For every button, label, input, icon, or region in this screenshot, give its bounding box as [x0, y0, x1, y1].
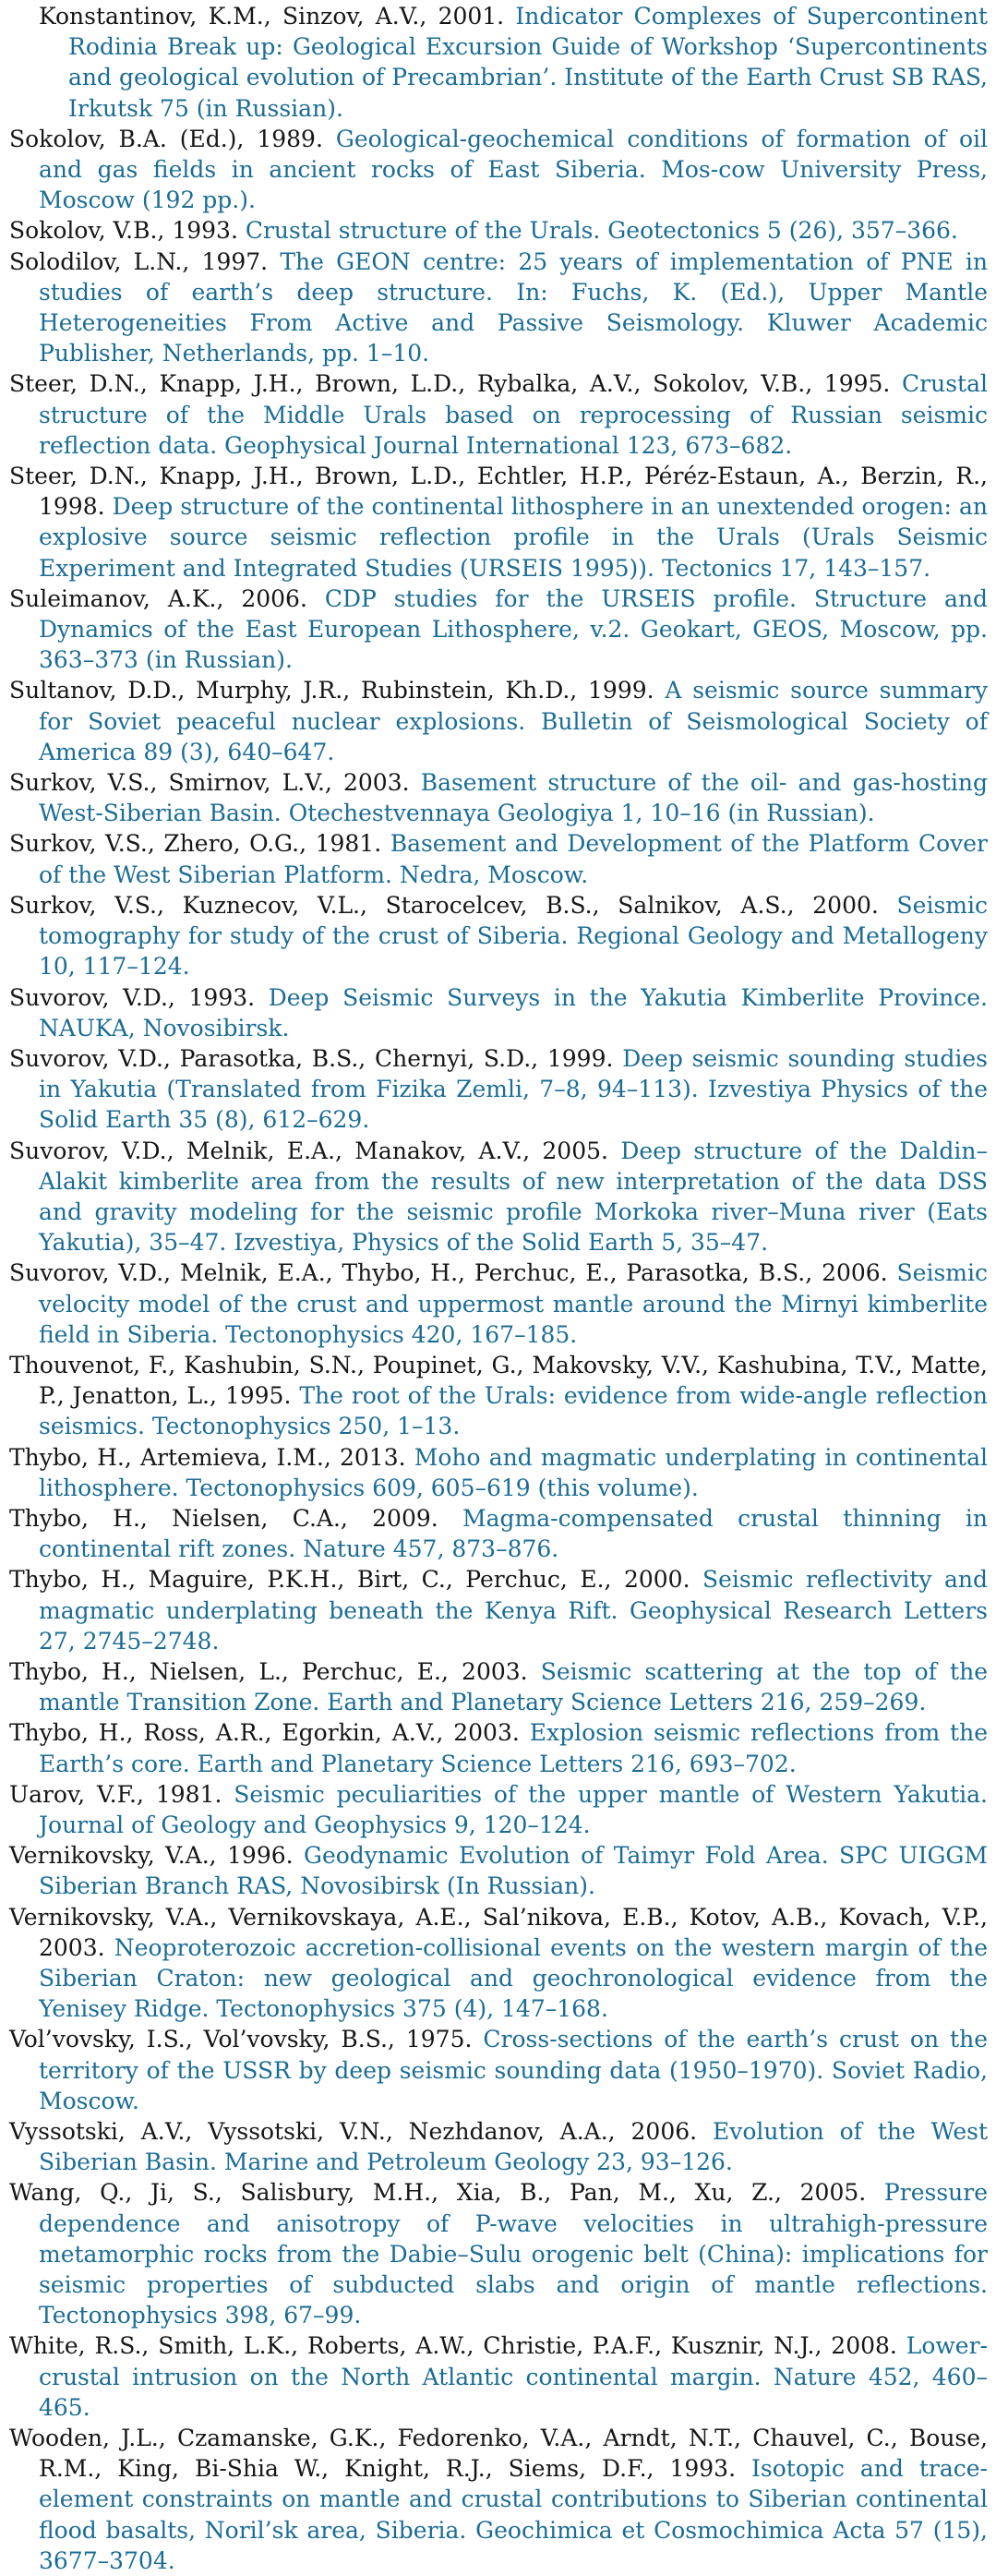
reference-title-link[interactable]: Explosion seismic reflections from the Earth’s core. Earth and Planetary Science Letters 216, 693–702.	[39, 1719, 988, 1777]
reference-authors: Surkov, V.S., Kuznecov, V.L., Starocelcev, B.S., Salnikov, A.S., 2000.	[9, 891, 879, 919]
reference-title-link[interactable]: Isotopic and trace-element constraints on mantle and crustal contributions to Siberian continental flood basalts, Noril’sk area, Siberia. Geochimica et Cosmochimica Acta 57 (15), 3677–3704.	[39, 2455, 988, 2574]
reference-entry	[9, 1564, 988, 1656]
reference-entry	[9, 368, 988, 461]
reference-title-link[interactable]: Deep structure of the continental lithosphere in an unextended orogen: an explosive source seismic reflection profile in the Urals (Urals Seismic Experiment and Integrated Studies (URSEIS 1995)). Tectonics 17, 143–157.	[39, 493, 988, 582]
reference-entry	[9, 2116, 988, 2177]
reference-title-link[interactable]: Evolution of the West Siberian Basin. Marine and Petroleum Geology 23, 93–126.	[39, 2118, 988, 2176]
reference-authors: Suvorov, V.D., Parasotka, B.S., Chernyi, S.D., 1999.	[9, 1044, 614, 1072]
reference-authors: Vol’vovsky, I.S., Vol’vovsky, B.S., 1975.	[9, 2026, 473, 2053]
reference-authors: Uarov, V.F., 1981.	[9, 1780, 222, 1808]
reference-title-link[interactable]: The root of the Urals: evidence from wide-angle reflection seismics. Tectonophysics 250, 1–13.	[39, 1382, 988, 1440]
reference-authors: Steer, D.N., Knapp, J.H., Brown, L.D., Echtler, H.P., Péréz-Estaun, A., Berzin, R., 1998.	[9, 463, 988, 521]
reference-authors: Vernikovsky, V.A., Vernikovskaya, A.E., Sal’nikova, E.B., Kotov, A.B., Kovach, V.P., 2003.	[9, 1903, 988, 1961]
reference-entry	[9, 247, 988, 369]
reference-entry	[9, 890, 988, 982]
reference-authors: Thybo, H., Maguire, P.K.H., Birt, C., Perchuc, E., 2000.	[9, 1566, 690, 1594]
reference-entry	[9, 1043, 988, 1136]
reference-authors: Suleimanov, A.K., 2006.	[9, 584, 307, 612]
reference-entry	[9, 124, 988, 216]
reference-title-link[interactable]: Deep seismic sounding studies in Yakutia (Translated from Fizika Zemli, 7–8, 94–113). Izvestiya Physics of the Solid Earth 35 (8), 612–629.	[39, 1044, 989, 1134]
reference-authors: Suvorov, V.D., Melnik, E.A., Thybo, H., Perchuc, E., Parasotka, B.S., 2006.	[9, 1259, 888, 1287]
reference-title-link[interactable]: Seismic scattering at the top of the mantle Transition Zone. Earth and Planetary Science Letters 216, 259–269.	[39, 1657, 989, 1716]
reference-entry	[9, 584, 988, 676]
reference-authors: Solodilov, L.N., 1997.	[9, 247, 269, 275]
reference-title-link[interactable]: Pressure dependence and anisotropy of P-wave velocities in ultrahigh-pressure metamorphic rocks from the Dabie–Sulu orogenic belt (China): implications for seismic properties of subducted slabs and origin of mantle reflections. Tectonophysics 398, 67–99.	[39, 2179, 988, 2329]
reference-title-link[interactable]: Moho and magmatic underplating in continental lithosphere. Tectonophysics 609, 605–619 (this volume).	[39, 1443, 988, 1501]
reference-authors: Thybo, H., Ross, A.R., Egorkin, A.V., 2003.	[9, 1719, 520, 1747]
reference-authors: Wang, Q., Ji, S., Salisbury, M.H., Xia, B., Pan, M., Xu, Z., 2005.	[9, 2179, 867, 2207]
reference-title-link[interactable]: Deep Seismic Surveys in the Yakutia Kimberlite Province. NAUKA, Novosibirsk.	[39, 983, 989, 1041]
reference-title-link[interactable]: Neoproterozoic accretion-collisional events on the western margin of the Siberian Craton: new geological and geochronological evidence from the Yenisey Ridge. Tectonophysics 375 (4), 147–168.	[39, 1933, 988, 2023]
reference-authors: Wooden, J.L., Czamanske, G.K., Fedorenko, V.A., Arndt, N.T., Chauvel, C., Bouse, R.M., King, Bi-Shia W., Knight, R.J., Siems, D.F., 1993.	[9, 2425, 988, 2483]
reference-authors: White, R.S., Smith, L.K., Roberts, A.W., Christie, P.A.F., Kusznir, N.J., 2008.	[9, 2332, 897, 2360]
reference-title-link[interactable]: Seismic velocity model of the crust and uppermost mantle around the Mirnyi kimberlite field in Siberia. Tectonophysics 420, 167–185.	[39, 1259, 988, 1348]
reference-authors: Thybo, H., Artemieva, I.M., 2013.	[9, 1443, 406, 1471]
reference-entry	[9, 1656, 988, 1717]
reference-entry	[9, 2177, 988, 2330]
reference-title-link[interactable]: Crustal structure of the Urals. Geotectonics 5 (26), 357–366.	[245, 217, 958, 245]
reference-authors: Surkov, V.S., Smirnov, L.V., 2003.	[9, 769, 410, 797]
reference-entry	[9, 461, 988, 584]
reference-authors: Thybo, H., Nielsen, L., Perchuc, E., 2003.	[9, 1657, 528, 1685]
reference-entry	[9, 2024, 988, 2116]
reference-title-link[interactable]: Lower-crustal intrusion on the North Atlantic continental margin. Nature 452, 460–465.	[39, 2332, 988, 2421]
reference-title-link[interactable]: The GEON centre: 25 years of implementation of PNE in studies of earth’s deep structure. In: Fuchs, K. (Ed.), Upper Mantle Heterogeneities From Active and Passive Seismology. Kluwer Academic Publisher, Netherlands, pp. 1–10.	[39, 247, 988, 367]
reference-title-link[interactable]: Crustal structure of the Middle Urals based on reprocessing of Russian seismic reflection data. Geophysical Journal International 123, 673–682.	[39, 370, 988, 459]
reference-entry	[9, 982, 988, 1043]
reference-entry	[9, 2330, 988, 2423]
reference-title-link[interactable]: Cross-sections of the earth’s crust on the territory of the USSR by deep seismic sounding data (1950–1970). Soviet Radio, Moscow.	[39, 2026, 988, 2114]
reference-authors: Vernikovsky, V.A., 1996.	[9, 1842, 294, 1870]
reference-authors: Sokolov, B.A. (Ed.), 1989.	[9, 125, 323, 152]
reference-title-link[interactable]: Magma-compensated crustal thinning in continental rift zones. Nature 457, 873–876.	[39, 1504, 989, 1563]
reference-title-link[interactable]: A seismic source summary for Soviet peaceful nuclear explosions. Bulletin of Seismological Society of America 89 (3), 640–647.	[39, 677, 988, 765]
reference-authors: Thybo, H., Nielsen, C.A., 2009.	[9, 1504, 438, 1532]
reference-entry	[39, 1, 988, 124]
reference-entry	[9, 675, 988, 767]
reference-entry	[9, 1258, 988, 1350]
reference-title-link[interactable]: Seismic peculiarities of the upper mantle of Western Yakutia. Journal of Geology and Geophysics 9, 120–124.	[39, 1780, 988, 1838]
reference-entry	[9, 1779, 988, 1840]
reference-entry	[9, 1840, 988, 1901]
reference-authors: Konstantinov, K.M., Sinzov, A.V., 2001.	[39, 3, 505, 30]
reference-entry	[9, 1350, 988, 1442]
reference-entry	[9, 1717, 988, 1778]
reference-title-link[interactable]: Geodynamic Evolution of Taimyr Fold Area. SPC UIGGM Siberian Branch RAS, Novosibirsk (In Russian).	[39, 1842, 988, 1900]
reference-authors: Sultanov, D.D., Murphy, J.R., Rubinstein, Kh.D., 1999.	[9, 677, 654, 704]
reference-entry	[9, 828, 988, 889]
reference-entry	[9, 1503, 988, 1564]
reference-entry	[9, 1442, 988, 1503]
reference-entry	[9, 215, 988, 246]
reference-title-link[interactable]: Basement structure of the oil- and gas-hosting West-Siberian Basin. Otechestvennaya Geologiya 1, 10–16 (in Russian).	[39, 769, 988, 827]
reference-title-link[interactable]: Seismic reflectivity and magmatic underplating beneath the Kenya Rift. Geophysical Research Letters 27, 2745–2748.	[39, 1566, 988, 1655]
reference-authors: Thouvenot, F., Kashubin, S.N., Poupinet, G., Makovsky, V.V., Kashubina, T.V., Matte, P., Jenatton, L., 1995.	[9, 1351, 988, 1410]
reference-entry	[9, 1902, 988, 2025]
reference-authors: Surkov, V.S., Zhero, O.G., 1981.	[9, 830, 382, 858]
reference-authors: Suvorov, V.D., Melnik, E.A., Manakov, A.V., 2005.	[9, 1137, 608, 1164]
reference-title-link[interactable]: Deep structure of the Daldin–Alakit kimberlite area from the results of new interpretation of the data DSS and gravity modeling for the seismic profile Morkoka river–Muna river (Eats Yakutia), 35–47. Izvestiya, Physics of the Solid Earth 5, 35–47.	[39, 1137, 988, 1257]
reference-title-link[interactable]: CDP studies for the URSEIS profile. Structure and Dynamics of the East European Lithosphere, v.2. Geokart, GEOS, Moscow, pp. 363–373 (in Russian).	[39, 584, 988, 674]
reference-title-link[interactable]: Seismic tomography for study of the crust of Siberia. Regional Geology and Metallogeny 10, 117–124.	[39, 891, 988, 981]
reference-title-link[interactable]: Geological-geochemical conditions of formation of oil and gas fields in ancient rocks of East Siberia. Mos-cow University Press, Moscow (192 pp.).	[39, 125, 989, 214]
reference-authors: Suvorov, V.D., 1993.	[9, 983, 256, 1011]
reference-authors: Vyssotski, A.V., Vyssotski, V.N., Nezhdanov, A.A., 2006.	[9, 2118, 698, 2146]
reference-entry	[9, 2423, 988, 2576]
reference-authors: Sokolov, V.B., 1993.	[9, 217, 238, 245]
reference-entry	[9, 1136, 988, 1258]
reference-title-link[interactable]: Indicator Complexes of Supercontinent Rodinia Break up: Geological Excursion Guide of Workshop ‘Supercontinents and geological evolution of Precambrian’. Institute of the Earth Crust SB RAS, Irkutsk 75 (in Russian).	[68, 3, 988, 122]
reference-authors: Steer, D.N., Knapp, J.H., Brown, L.D., Rybalka, A.V., Sokolov, V.B., 1995.	[9, 370, 891, 398]
reference-title-link[interactable]: Basement and Development of the Platform Cover of the West Siberian Platform. Nedra, Moscow.	[39, 830, 988, 888]
reference-entry	[9, 767, 988, 828]
